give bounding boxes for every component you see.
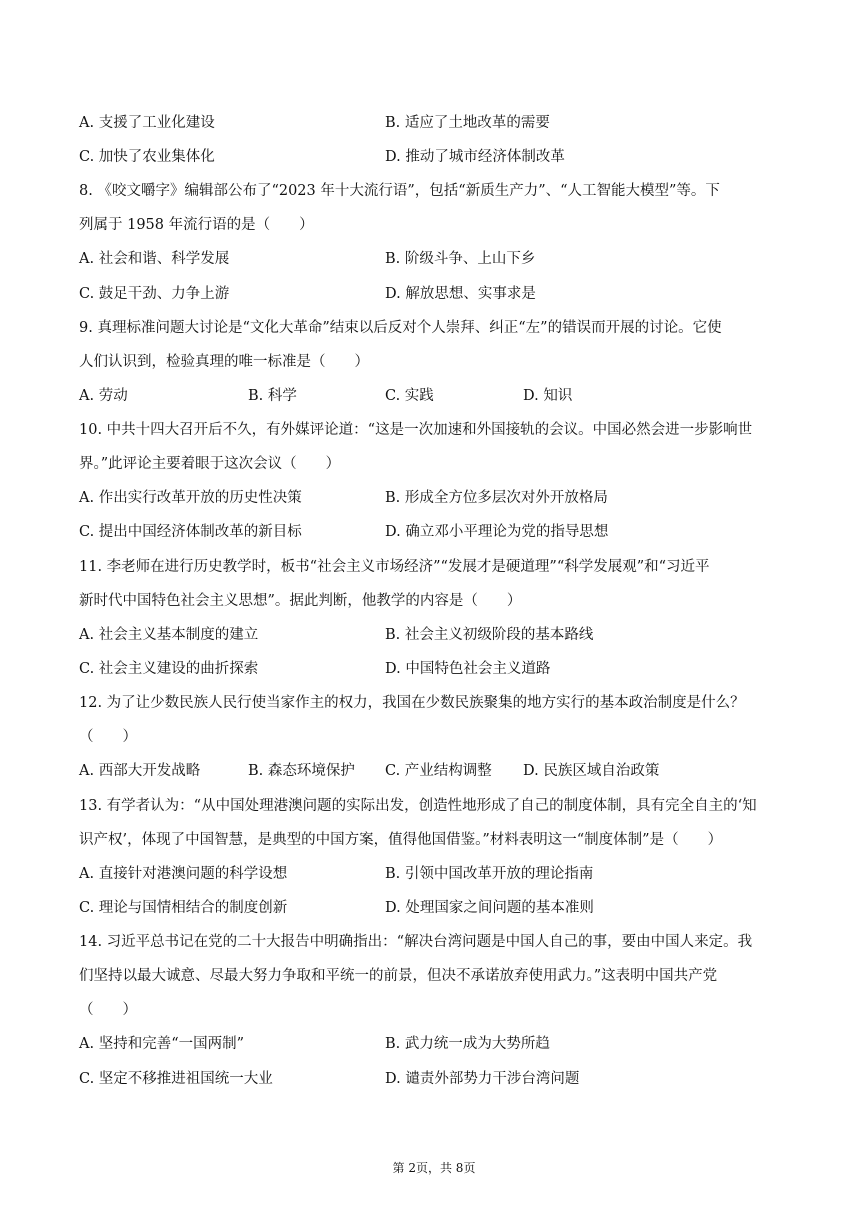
q8-option-a: A. 社会和谐、科学发展 <box>79 251 230 267</box>
q11-option-d: D. 中国特色社会主义道路 <box>385 661 551 677</box>
q10-option-a: A. 作出实行改革开放的历史性决策 <box>79 490 302 506</box>
q8-option-b: B. 阶级斗争、上山下乡 <box>385 251 536 267</box>
q11-stem-line2: 新时代中国特色社会主义思想”。据此判断，他教学的内容是（ ） <box>79 593 522 609</box>
q10-option-d: D. 确立邓小平理论为党的指导思想 <box>385 524 609 540</box>
q14-option-a: A. 坚持和完善“一国两制” <box>79 1036 245 1052</box>
q7-option-a: A. 支援了工业化建设 <box>79 115 215 131</box>
q9-option-c: C. 实践 <box>385 388 434 404</box>
q7-option-c: C. 加快了农业集体化 <box>79 149 215 165</box>
q12-option-b: B. 森态环境保护 <box>248 763 355 779</box>
q14-stem-line1: 14. 习近平总书记在党的二十大报告中明确指出：“解决台湾问题是中国人自己的事，要由中国人来定。我 <box>79 934 753 950</box>
q11-option-c: C. 社会主义建设的曲折探索 <box>79 661 259 677</box>
q14-stem-line2: 们坚持以最大诚意、尽最大努力争取和平统一的前景，但决不承诺放弃使用武力。”这表明中国共产党 <box>79 968 718 984</box>
q12-option-c: C. 产业结构调整 <box>385 763 492 779</box>
page-footer: 第 2页，共 8页 <box>392 1161 476 1175</box>
q13-stem-line1: 13. 有学者认为：“从中国处理港澳问题的实际出发，创造性地形成了自己的制度体制，具有完全自主的‘知 <box>79 798 757 814</box>
q12-stem-line2: （ ） <box>79 729 137 745</box>
q13-option-a: A. 直接针对港澳问题的科学设想 <box>79 866 288 882</box>
q13-option-c: C. 理论与国情相结合的制度创新 <box>79 900 288 916</box>
q14-option-c: C. 坚定不移推进祖国统一大业 <box>79 1071 273 1087</box>
q8-stem-line1: 8. 《咬文嚼字》编辑部公布了“2023 年十大流行语”，包括“新质生产力”、“人工智能大模型”等。下 <box>79 183 720 199</box>
q14-stem-line3: （ ） <box>79 1002 137 1018</box>
q9-option-a: A. 劳动 <box>79 388 128 404</box>
q11-option-a: A. 社会主义基本制度的建立 <box>79 627 259 643</box>
q13-stem-line2: 识产权’，体现了中国智慧，是典型的中国方案，值得他国借鉴。”材料表明这一“制度体制”是（ ） <box>79 832 723 848</box>
q8-option-d: D. 解放思想、实事求是 <box>385 286 536 302</box>
q9-option-d: D. 知识 <box>523 388 573 404</box>
q8-stem-line2: 列属于 1958 年流行语的是（ ） <box>79 217 314 233</box>
q12-option-d: D. 民族区域自治政策 <box>523 763 660 779</box>
q10-stem-line1: 10. 中共十四大召开后不久，有外媒评论道：“这是一次加速和外国接轨的会议。中国必然会进一步影响世 <box>79 422 753 438</box>
q13-option-d: D. 处理国家之间问题的基本准则 <box>385 900 594 916</box>
q12-stem-line1: 12. 为了让少数民族人民行使当家作主的权力，我国在少数民族聚集的地方实行的基本政治制度是什么？ <box>79 695 745 711</box>
q9-stem-line2: 人们认识到，检验真理的唯一标准是（ ） <box>79 354 369 370</box>
q11-option-b: B. 社会主义初级阶段的基本路线 <box>385 627 594 643</box>
q10-option-b: B. 形成全方位多层次对外开放格局 <box>385 490 608 506</box>
q9-stem-line1: 9. 真理标准问题大讨论是“文化大革命”结束以后反对个人崇拜、纠正“左”的错误而开展的讨论。它使 <box>79 320 722 336</box>
q12-option-a: A. 西部大开发战略 <box>79 763 201 779</box>
q10-stem-line2: 界。”此评论主要着眼于这次会议（ ） <box>79 456 341 472</box>
q14-option-b: B. 武力统一成为大势所趋 <box>385 1036 550 1052</box>
q7-option-b: B. 适应了土地改革的需要 <box>385 115 550 131</box>
q14-option-d: D. 谴责外部势力干涉台湾问题 <box>385 1071 580 1087</box>
q9-option-b: B. 科学 <box>248 388 297 404</box>
q13-option-b: B. 引领中国改革开放的理论指南 <box>385 866 594 882</box>
q10-option-c: C. 提出中国经济体制改革的新目标 <box>79 524 302 540</box>
q8-option-c: C. 鼓足干劲、力争上游 <box>79 286 230 302</box>
q7-option-d: D. 推动了城市经济体制改革 <box>385 149 565 165</box>
q11-stem-line1: 11. 李老师在进行历史教学时，板书“社会主义市场经济”“发展才是硬道理”“科学发展观”和“习近平 <box>79 559 710 575</box>
